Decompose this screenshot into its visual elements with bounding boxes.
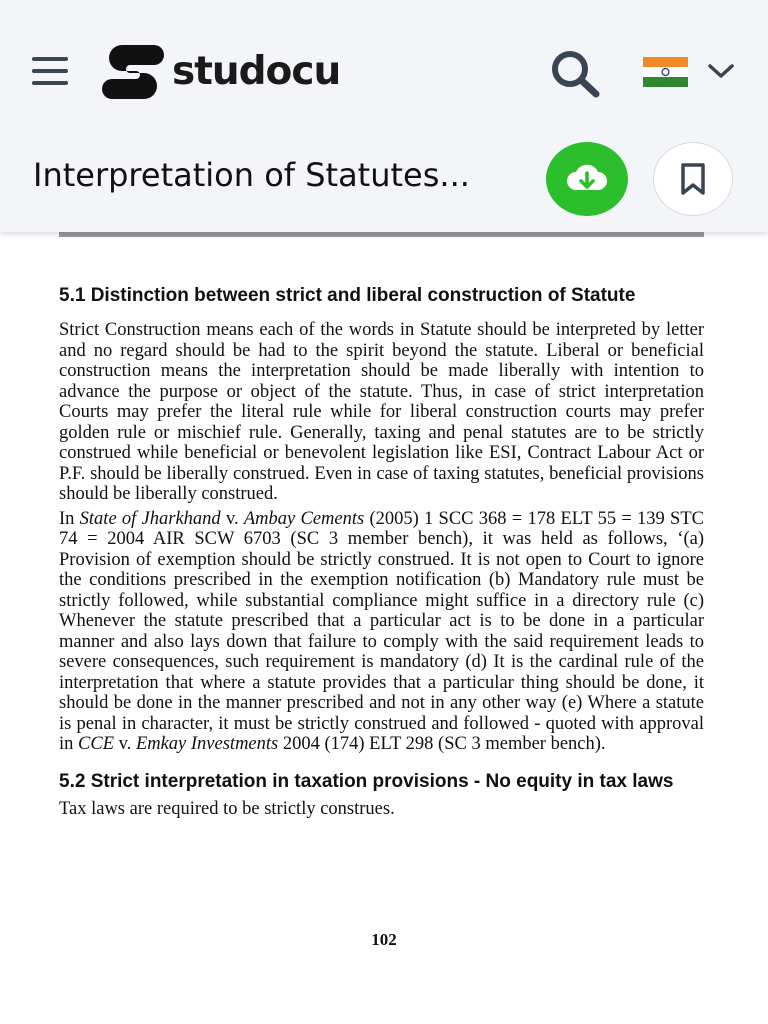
ashoka-chakra-icon	[643, 67, 688, 77]
paragraph: Tax laws are required to be strictly construes.	[59, 798, 395, 819]
document-page	[59, 284, 704, 819]
document-title: Interpretation of Statutes...	[33, 156, 470, 194]
india-flag-icon[interactable]	[643, 57, 688, 87]
paragraph: Strict Construction means each of the words in Statute should be interpreted by letter and no regard should be had to the spirit beyond the statute. Liberal or beneficial construction means the interpretation should be made liberally with intention to advance the purpose or object of the statute. Thus, in case of strict interpretation Courts may prefer the literal rule while for liberal construction courts may prefer golden rule or mischief rule. Generally, taxing and penal statutes are to be strictly construed while beneficial or benevolent legislation like ESI, Contract Labour Act or P.F. should be liberally construed. Even in case of taxing statutes, beneficial provisions should be liberally construed.	[59, 320, 704, 504]
chevron-down-icon[interactable]	[706, 60, 736, 82]
case-name: State of Jharkhand	[79, 508, 221, 529]
case-name: Emkay Investments	[135, 734, 279, 754]
paragraph-case-law: In State of Jharkhand v. Ambay Cements (2005) 1 SCC 368 = 178 ELT 55 = 139 STC 74 = 2004 AIR SCW 6703 (SC 3 member bench), it was held as follows, ‘(a) Provision of exemption should be strictly construed. It is not open to Court to ignore the conditions prescribed in the exemption notification (b) Mandatory rule must be strictly followed, while substantial compliance might suffice in a directory rule (c) Whenever the statute prescribed that a particular act is to be done in a particular manner and also lays down that failure to comply with the said requirement leads to severe consequences, such requirement is mandatory (d) It is the cardinal rule of the interpretation that where a statute provides that a particular thing should be done, it should be done in the manner prescribed and not in any other way (e) Where a statute is penal in character, it must be strictly construed and followed - quoted with approval in CCE v. Emkay Investments 2004 (174) ELT 298 (SC 3 member bench).	[59, 508, 704, 754]
page-top-rule	[59, 232, 704, 237]
studocu-logo[interactable]	[102, 42, 340, 100]
brand-name: studocu	[172, 48, 341, 94]
download-button[interactable]	[546, 142, 628, 216]
bookmark-icon	[679, 162, 707, 196]
top-bar	[0, 0, 768, 232]
menu-icon[interactable]	[32, 55, 70, 87]
case-name: CCE	[78, 734, 114, 754]
cloud-download-icon	[565, 162, 609, 196]
page-number: 102	[371, 930, 397, 949]
bookmark-button[interactable]	[653, 142, 733, 216]
section-heading: 5.2 Strict interpretation in taxation provisions - No equity in tax laws	[59, 770, 674, 792]
section-heading: 5.1 Distinction between strict and liberal construction of Statute	[59, 285, 636, 306]
search-icon[interactable]	[548, 48, 602, 98]
studocu-logo-icon	[102, 42, 164, 100]
case-name: Ambay Cements	[243, 508, 365, 529]
